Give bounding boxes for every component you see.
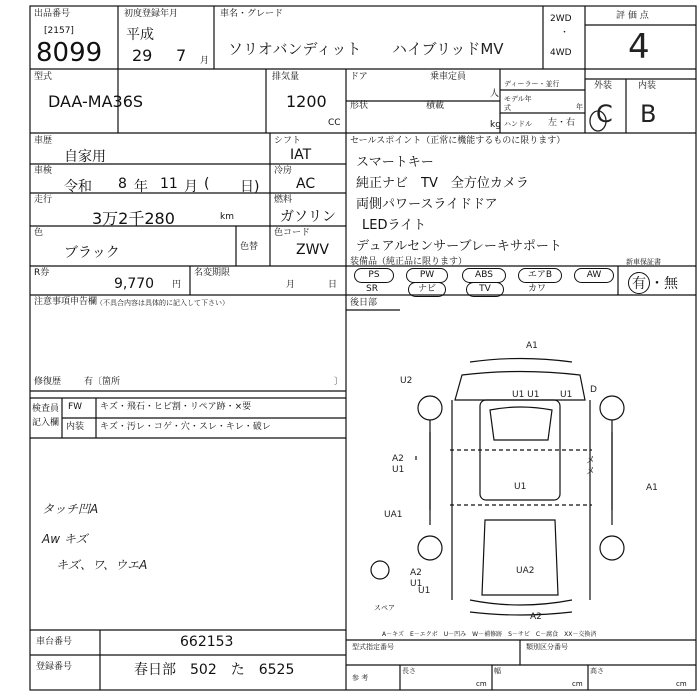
- damage-mark: U1: [560, 390, 573, 400]
- fw-items: キズ・飛石・ヒビ割・リペア跡・×要: [100, 402, 252, 412]
- damage-mark: U2: [400, 376, 413, 386]
- sales-point: 両側パワースライドドア: [356, 197, 498, 212]
- color-value: ブラック: [64, 245, 120, 261]
- displacement-label: 排気量: [272, 72, 300, 82]
- color-code-label: 色コード: [274, 228, 311, 238]
- deadline-month: 月: [286, 280, 296, 290]
- load-unit: kg: [490, 120, 501, 130]
- sales-point: 純正ナビ TV 全方位カメラ: [356, 176, 529, 191]
- sales-point: LEDライト: [362, 218, 427, 233]
- lot-label: 出品番号: [34, 9, 71, 19]
- handle-value: 左・右: [548, 118, 576, 128]
- day-close: 日): [240, 179, 260, 195]
- drive-2wd: 2WD: [550, 14, 572, 24]
- damage-mark: UA2: [516, 566, 535, 576]
- repair-close: 〕: [334, 377, 344, 387]
- warranty-title: 新車保証書: [626, 258, 661, 266]
- rear-seat-label: 後日部: [350, 298, 378, 308]
- damage-mark: A2: [530, 612, 542, 622]
- drive-4wd: 4WD: [550, 48, 572, 58]
- notes-subtitle: （不具合内容は具体的に記入して下さい）: [96, 299, 229, 307]
- warranty-no: 無: [664, 276, 678, 292]
- equip-abs: ABS: [462, 268, 506, 283]
- damage-mark: U1: [514, 482, 527, 492]
- equip-ps: PS: [354, 268, 394, 283]
- yen-unit: 円: [172, 280, 182, 290]
- color-code-value: ZWV: [296, 242, 330, 258]
- cm-unit: cm: [476, 680, 487, 688]
- ref-label: 参 考: [352, 674, 369, 682]
- reg-value: 春日部 502 た 6525: [134, 662, 295, 678]
- handwritten-note: Aw キズ: [42, 532, 88, 546]
- warranty-yes: 有: [628, 272, 650, 294]
- type-value: DAA-MA36S: [48, 92, 144, 111]
- first-reg-label: 初度登録年月: [124, 9, 179, 19]
- shift-label: シフト: [274, 136, 302, 146]
- interior-check-label: 内装: [66, 422, 85, 432]
- damage-mark: A2 U1: [410, 568, 423, 589]
- sales-points-list: [356, 152, 562, 257]
- chassis-label: 車台番号: [36, 637, 73, 647]
- fuel-value: ガソリン: [280, 209, 336, 225]
- rating-value: 4: [628, 27, 650, 67]
- day-paren: (: [204, 176, 210, 192]
- spare-label: スペア: [374, 604, 395, 612]
- inspection-label: 車検: [34, 166, 53, 176]
- model-year-unit: 年: [576, 103, 583, 111]
- fuel-label: 燃料: [274, 195, 293, 205]
- warranty-options: [628, 272, 678, 294]
- inspector-label: 検査員記入欄: [32, 404, 60, 428]
- door-label: ドア: [350, 72, 368, 82]
- dealer-label: ディーラー・並行: [504, 80, 560, 88]
- lot-ref: [2157]: [44, 26, 74, 36]
- equip-navi: ナビ: [408, 282, 446, 297]
- grade: ハイブリッドMV: [392, 40, 504, 58]
- exterior-label: 外装: [594, 81, 613, 91]
- sales-point: デュアルセンサーブレーキサポート: [356, 239, 562, 254]
- month-unit-2: 月: [184, 179, 198, 195]
- reg-year: 29: [132, 46, 153, 65]
- km-unit: km: [220, 212, 234, 222]
- interior-label: 内装: [638, 81, 657, 91]
- damage-mark: A2 U1: [392, 454, 405, 475]
- damage-mark: D: [590, 385, 597, 395]
- shift-value: IAT: [290, 147, 312, 163]
- handwritten-note: タッチ凹A: [42, 502, 99, 516]
- damage-mark: U1 U1: [512, 390, 540, 400]
- rating-label: 評 価 点: [616, 11, 649, 21]
- equip-aw: AW: [574, 268, 614, 283]
- equip-leather: カワ: [528, 284, 547, 294]
- cm-unit: cm: [572, 680, 583, 688]
- mileage-label: 走行: [34, 195, 53, 205]
- displacement-value: 1200: [286, 92, 327, 111]
- damage-mark: メメ: [586, 456, 596, 477]
- model-name: ソリオバンディット: [228, 40, 362, 58]
- mileage-value: 3万2千280: [92, 209, 175, 228]
- damage-mark: UA1: [384, 510, 403, 520]
- cc-unit: CC: [328, 118, 341, 128]
- inspection-year: 8: [118, 176, 127, 192]
- notes-title: 注意事項申告欄: [34, 297, 98, 307]
- interior-grade: B: [640, 100, 657, 128]
- equipment-title: 装備品（純正品に限ります）: [350, 257, 468, 267]
- capacity-unit: 人: [490, 89, 500, 99]
- history-value: 自家用: [64, 149, 106, 165]
- damage-legend: A－キズ E－エクボ U－凹み W－補修跡 S－サビ C－腐食 XX－交換済: [382, 631, 597, 638]
- handle-label: ハンドル: [504, 120, 532, 128]
- exterior-grade: C: [596, 100, 613, 128]
- year-unit: 年: [134, 179, 148, 195]
- month-unit: 月: [200, 56, 210, 66]
- equip-pw: PW: [406, 268, 448, 283]
- inspection-month: 11: [160, 176, 178, 192]
- lot-number: 8099: [36, 38, 103, 68]
- load-label: 積載: [426, 101, 445, 111]
- recycle-deadline-label: 名変期限: [194, 268, 231, 278]
- length-label: 長さ: [402, 667, 416, 675]
- interior-items: キズ・汚レ・コゲ・穴・スレ・キレ・破レ: [100, 422, 271, 432]
- ac-value: AC: [296, 176, 316, 192]
- sales-point: スマートキー: [356, 155, 434, 170]
- equip-tv: TV: [466, 282, 504, 297]
- equip-airbag: エアB: [518, 268, 562, 283]
- color-label: 色: [34, 228, 44, 238]
- repair-value: 有〔箇所: [84, 377, 121, 387]
- category-label: 類別区分番号: [526, 643, 568, 651]
- era: 平成: [126, 27, 154, 43]
- chassis-value: 662153: [180, 634, 234, 650]
- ac-label: 冷房: [274, 166, 293, 176]
- model-year-label: モデル年式: [504, 95, 532, 112]
- model-name-label: 車名・グレード: [220, 9, 284, 19]
- reg-label: 登録番号: [36, 662, 73, 672]
- repair-label: 修復歴: [34, 377, 62, 387]
- drive-dot: ・: [560, 28, 570, 38]
- model-cert-label: 型式指定番号: [352, 643, 394, 651]
- history-label: 車歴: [34, 136, 53, 146]
- damage-mark: A1: [526, 341, 538, 351]
- fw-label: FW: [68, 402, 83, 412]
- capacity-label: 乗車定員: [430, 72, 467, 82]
- damage-mark: U1: [418, 586, 431, 596]
- handwritten-note: キズ、ワ、ウエA: [56, 558, 148, 572]
- width-label: 幅: [494, 667, 501, 675]
- equip-sr: SR: [366, 284, 378, 294]
- reg-month: 7: [176, 46, 187, 65]
- sales-points-title: セールスポイント（正常に機能するものに限ります）: [350, 136, 566, 146]
- color-change-label: 色替: [240, 242, 259, 252]
- inspection-era: 令和: [64, 179, 92, 195]
- damage-mark: A1: [646, 483, 658, 493]
- type-label: 型式: [34, 72, 53, 82]
- deadline-day: 日: [328, 280, 338, 290]
- warranty-sep: ・: [650, 276, 664, 292]
- shape-label: 形状: [350, 101, 369, 111]
- cm-unit: cm: [676, 680, 687, 688]
- height-label: 高さ: [590, 667, 604, 675]
- recycle-value: 9,770: [114, 276, 155, 292]
- recycle-label: R券: [34, 268, 50, 278]
